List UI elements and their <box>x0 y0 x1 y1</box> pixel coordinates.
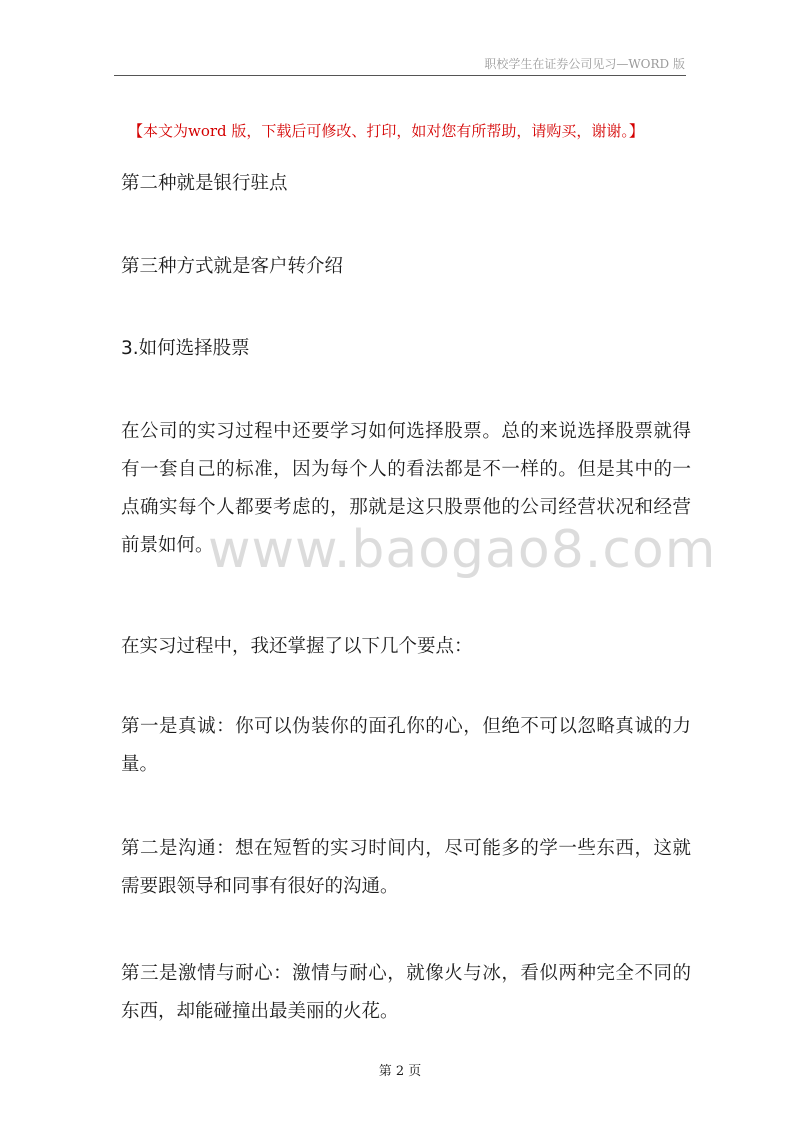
download-notice: 【本文为word 版，下载后可修改、打印，如对您有所帮助，请购买，谢谢。】 <box>128 122 644 140</box>
paragraph-client-referral: 第三种方式就是客户转介绍 <box>121 256 344 277</box>
paragraph-stock-selection: 在公司的实习过程中还要学习如何选择股票。总的来说选择股票就得有一套自己的标准，因为每个人的看法都是不一样的。但是其中的一点确实每个人都要考虑的，那就是这只股票他的公司经营状况和经营前景如何。 <box>121 421 691 556</box>
page-number: 第 2 页 <box>378 1064 422 1079</box>
paragraph-key-points-intro: 在实习过程中，我还掌握了以下几个要点： <box>121 636 473 657</box>
paragraph-bank-outpost: 第二种就是银行驻点 <box>121 173 288 194</box>
header-title: 职校学生在证券公司见习—WORD 版 <box>484 57 685 71</box>
watermark: www.baogao8.com <box>208 520 717 580</box>
header-rule <box>114 75 686 76</box>
paragraph-passion-patience: 第三是激情与耐心：激情与耐心，就像火与冰，看似两种完全不同的东西，却能碰撞出最美丽的火花。 <box>121 963 691 1022</box>
paragraph-communication: 第二是沟通：想在短暂的实习时间内，尽可能多的学一些东西，这就需要跟领导和同事有很好的沟通。 <box>121 838 691 897</box>
paragraph-sincerity: 第一是真诚：你可以伪装你的面孔你的心，但绝不可以忽略真诚的力量。 <box>121 716 691 775</box>
section-heading-stock-selection: 3.如何选择股票 <box>121 338 250 359</box>
